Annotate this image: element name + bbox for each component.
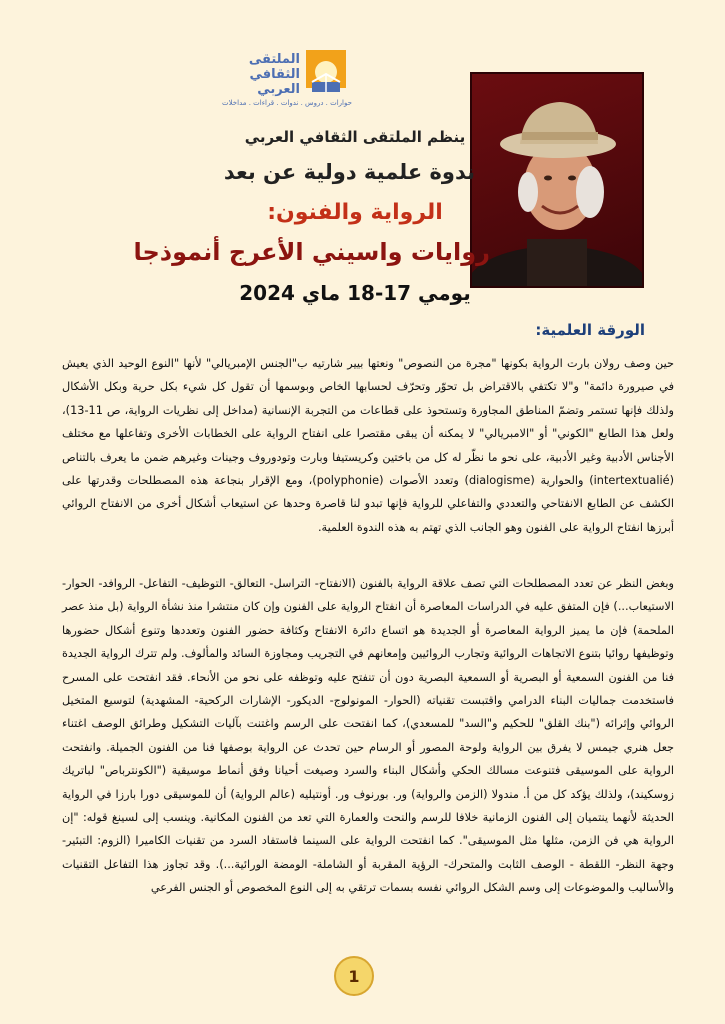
event-dates: يومي 17-18 ماي 2024	[239, 281, 471, 305]
event-type: ندوة علمية دولية عن بعد	[223, 160, 475, 184]
event-subtitle: روايات واسيني الأعرج أنموذجا	[133, 238, 490, 266]
event-theme: الرواية والفنون:	[267, 200, 443, 225]
logo-title: الملتقى الثقافي العربي	[248, 52, 300, 97]
logo-subtitle: حوارات . دروس . ندوات . قراءات . مداخلات	[222, 99, 352, 107]
author-photo	[470, 72, 644, 288]
paragraph-intro: حين وصف رولان بارت الرواية بكونها "مجرة من النصوص" ونعتها بيير شارتيه ب"الجنس الإمبريالي" لأنها "النوع الوحيد الذي يعيش في صيرورة دائمة" و"لا تكتفي بالاقتراض بل تحوّر وتحرّف لحسابها الخاص وبوسمها أن تقول كل شيء بكل حرية وبكل الأشكال ولذلك فإنها تستمر وتضمّ المناطق المجاورة وتستحوذ على قطاعات من التجربة الإنسانية (مداخل إلى نظريات الرواية، ص 11-13)، ولعل هذا الطابع "الكوني" أو "الامبريالي" لا يمكنه أن يبقى مقتصرا على انفتاح الرواية على الخطابات الأخرى وتفاعلها مع مختلف الأجناس الأدبية وغير الأدبية، على نحو ما نظّر له كل من باختين وكريستيفا وبارت وتودوروف وجينات وغيرهم ضمن ما يعرف بالتناص (intertextualié) والحوارية (dialogisme) وتعدد الأصوات (polyphonie)، ومع الإقرار بنجاعة هذه المصطلحات وقدرتها على الكشف عن الطابع الانفتاحي والتعددي والتفاعلي للرواية فإنها تبدو لنا قاصرة وحدها عن استيعاب أشكال أخرى من الانفتاح الروائي أبرزها انفتاح الرواية على الفنون وهو الجانب الذي تهتم به هذه الندوة العلمية.	[62, 357, 674, 534]
section-title: الورقة العلمية:	[535, 321, 645, 339]
paragraph-arts: وبغض النظر عن تعدد المصطلحات التي تصف علاقة الرواية بالفنون (الانفتاح- التراسل- التعالق- التوظيف- التفاعل- الروافد- الحوار- الاستيعاب...) فإن المتفق عليه في الدراسات المعاصرة أن انفتاح الرواية على الفنون وإن كان منتشرا منذ نشأة الرواية (بل منذ عصر الملحمة) فإن ما يميز الرواية المعاصرة أو الجديدة هو اتساع دائرة الانفتاح وكثافة حضور الفنون وتعددها وتنوع أشكال حضورها وتوظيفها روائيا بتنوع الاتجاهات الروائية وتجارب الروائيين وإمعانهم في التجريب ومجاوزة السائد والمألوف. ولم تترك الرواية الجديدة فنا من الفنون السمعية أو البصرية أو السمعية البصرية دون أن تنفتح عليه وتوظفه على نحو من الأنحاء. فقد انفتحت على المسرح فاستخدمت جماليات البناء الدرامي واقتبست تقنياته (الحوار- المونولوج- الديكور- الإشارات الركحية- المشهدية) لتوسيع المتخيل الروائي وإثرائه ("بنك القلق" للحكيم و"السد" للمسعدي)، كما انفتحت على الرسم واغتنت بآليات التشكيل وطرائق الوصف اغتناء جعل هنري جيمس لا يفرق بين الرواية ولوحة المصور أو الرسام حين تحدث عن الرواية بوصفها فنا من الفنون الجميلة. وانفتحت الرواية على الموسيقى فتنوعت مسالك الحكي وأشكال البناء والسرد وصيغت أحيانا وفق أنماط موسيقية ("الكونترباص" لباتريك زوسكيند)، ولذلك يؤكد كل من أ. مندولا (الزمن والرواية) ور. بورنوف ور. أونتيليه (عالم الرواية) أن للموسيقى دورا بارزا في الرواية الحديثة لأنهما ينتميان إلى الفنون الزمانية خلافا للرسم والنحت والعمارة التي تعد من الفنون المكانية. وينسب إلى لسينغ قوله: "إن الرواية هي فن الزمن، مثلها مثل الموسيقى". كما انفتحت الرواية على السينما فاستفاد السرد من تقنيات الكاميرا (الزوم: التبئير- وجهة النظر- اللقطة - الوصف الثابت والمتحرك- الرؤية المقربة أو الشاملة- الومضة الورائية...). وقد تجاوز هذا التفاعل التقنيات والأساليب والموضوعات إلى وسم الشكل الروائي نفسه بسمات ترتقي به إلى النوع المخصوص أو الجنس الفرعي	[62, 577, 674, 895]
page-number-badge: 1	[334, 956, 374, 996]
organizer-line: ينظم الملتقى الثقافي العربي	[244, 128, 466, 146]
